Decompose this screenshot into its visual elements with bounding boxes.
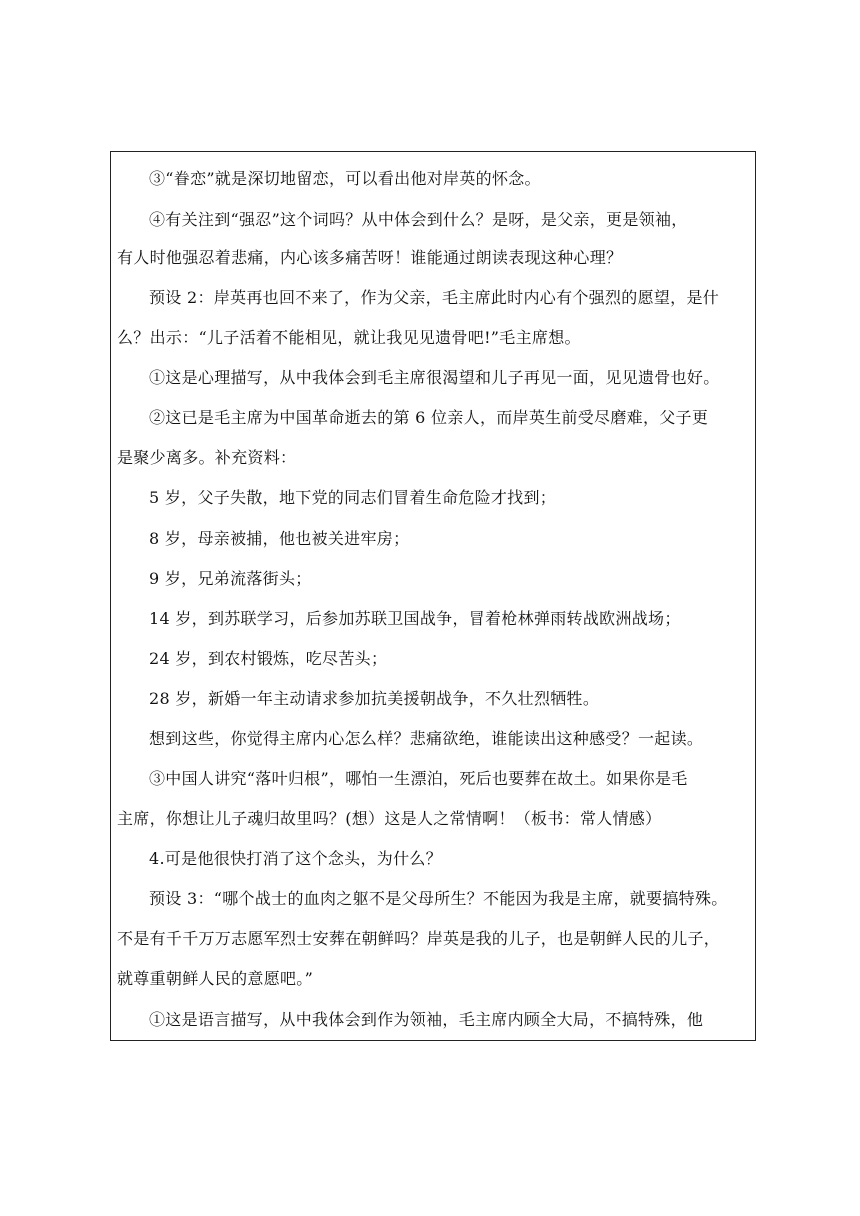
- text-line: 28 岁，新婚一年主动请求参加抗美援朝战争，不久壮烈牺牲。: [149, 689, 600, 708]
- text-line: 是聚少离多。补充资料：: [117, 448, 297, 467]
- text-line: 么？出示：“儿子活着不能相见，就让我见见遗骨吧!”毛主席想。: [117, 328, 581, 347]
- text-line: 4.可是他很快打消了这个念头，为什么？: [149, 849, 442, 868]
- text-line: 预设 3：“哪个战士的血肉之躯不是父母所生？不能因为我是主席，就要搞特殊。: [149, 889, 728, 908]
- text-line: ③“眷恋”就是深切地留恋，可以看出他对岸英的怀念。: [149, 169, 541, 188]
- text-line: ③中国人讲究“落叶归根”，哪怕一生漂泊，死后也要葬在故土。如果你是毛: [149, 769, 688, 788]
- text-line: 想到这些，你觉得主席内心怎么样？悲痛欲绝，谁能读出这种感受？一起读。: [149, 729, 704, 748]
- text-line: 8 岁，母亲被捕，他也被关进牢房；: [149, 529, 410, 548]
- text-line: ②这已是毛主席为中国革命逝去的第 6 位亲人，而岸英生前受尽磨难，父子更: [149, 408, 709, 427]
- text-line: ①这是语言描写，从中我体会到作为领袖，毛主席内顾全大局，不搞特殊，他: [149, 1010, 704, 1029]
- text-line: 5 岁，父子失散，地下党的同志们冒着生命危险才找到；: [149, 488, 557, 507]
- text-line: 主席，你想让儿子魂归故里吗？(想）这是人之常情啊！（板书：常人情感）: [117, 809, 662, 828]
- text-line: 预设 2：岸英再也回不来了，作为父亲，毛主席此时内心有个强烈的愿望，是什: [149, 288, 720, 307]
- text-line: 9 岁，兄弟流落街头；: [149, 569, 312, 588]
- text-line: 14 岁，到苏联学习，后参加苏联卫国战争，冒着枪林弹雨转战欧洲战场；: [149, 609, 681, 628]
- text-line: 有人时他强忍着悲痛，内心该多痛苦呀！谁能通过朗读表现这种心理？: [117, 248, 623, 267]
- text-line: 不是有千千万万志愿军烈士安葬在朝鲜吗？岸英是我的儿子，也是朝鲜人民的儿子，: [117, 929, 721, 948]
- text-line: ④有关注到“强忍”这个词吗？从中体会到什么？是呀，是父亲，更是领袖，: [149, 210, 688, 229]
- text-line: ①这是心理描写，从中我体会到毛主席很渴望和儿子再见一面，见见遗骨也好。: [149, 368, 720, 387]
- text-line: 24 岁，到农村锻炼，吃尽苦头；: [149, 649, 388, 668]
- text-line: 就尊重朝鲜人民的意愿吧。”: [117, 969, 314, 988]
